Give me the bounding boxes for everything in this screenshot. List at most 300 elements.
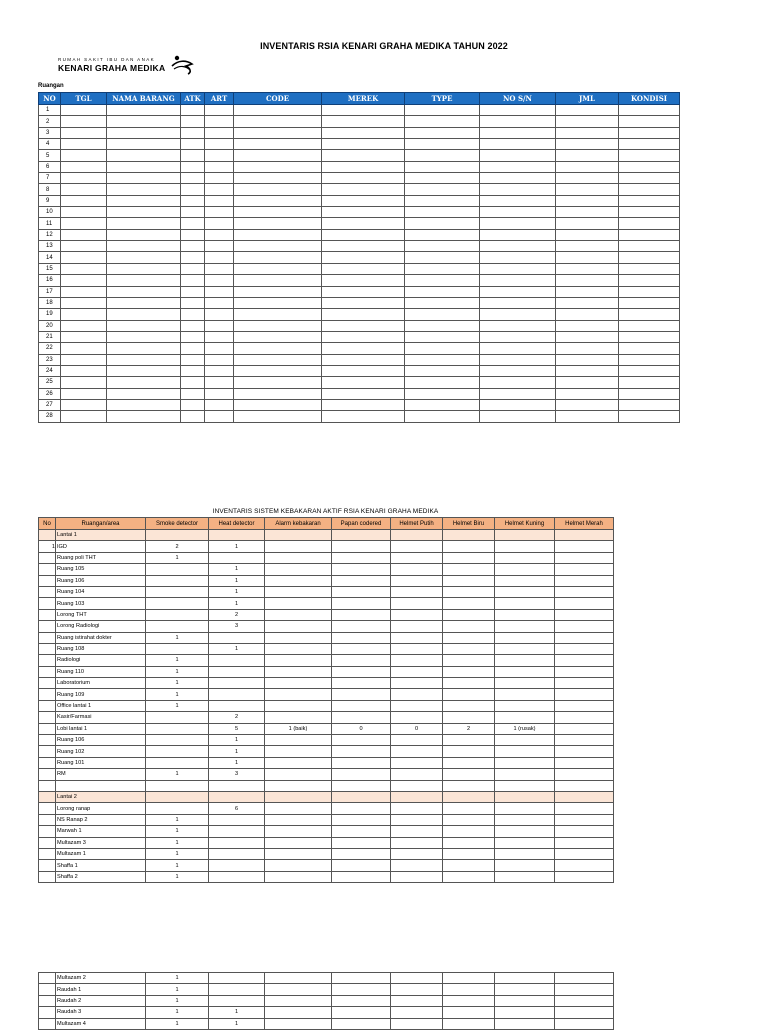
table-cell <box>205 320 234 331</box>
fire-col-header: No <box>39 518 56 530</box>
count-cell <box>332 1007 391 1018</box>
table-row <box>39 837 614 848</box>
table-cell <box>405 195 480 206</box>
inventory-col-header: NO S/N <box>480 93 556 105</box>
table-cell <box>619 252 680 263</box>
table-cell <box>107 241 181 252</box>
area-cell: Radiologi <box>56 655 146 666</box>
table-cell <box>405 218 480 229</box>
count-cell <box>209 814 265 825</box>
count-cell <box>443 848 495 859</box>
table-cell <box>181 297 205 308</box>
area-cell: Multazam 2 <box>56 973 146 984</box>
count-cell: 1 <box>146 995 209 1006</box>
inventory-table <box>38 92 680 423</box>
fire-col-header: Helmet Putih <box>391 518 443 530</box>
count-cell: 1 <box>146 984 209 995</box>
count-cell <box>555 837 614 848</box>
table-cell <box>234 275 322 286</box>
table-cell <box>556 241 619 252</box>
table-row <box>39 564 614 575</box>
count-cell <box>443 712 495 723</box>
count-cell <box>265 860 332 871</box>
count-cell: 1 <box>209 598 265 609</box>
count-cell <box>209 552 265 563</box>
table-cell <box>234 241 322 252</box>
count-cell <box>332 564 391 575</box>
row-number <box>39 826 56 837</box>
count-cell <box>443 973 495 984</box>
table-cell <box>556 195 619 206</box>
count-cell <box>391 712 443 723</box>
table-cell <box>181 161 205 172</box>
area-cell: Lorong ranap <box>56 803 146 814</box>
count-cell <box>391 609 443 620</box>
table-cell <box>61 286 107 297</box>
count-cell <box>209 655 265 666</box>
table-cell <box>322 309 405 320</box>
count-cell <box>209 860 265 871</box>
count-cell <box>265 712 332 723</box>
table-cell <box>61 263 107 274</box>
inventory-col-header: CODE <box>234 93 322 105</box>
table-cell <box>480 297 556 308</box>
table-cell <box>205 184 234 195</box>
table-cell <box>619 263 680 274</box>
table-cell <box>234 297 322 308</box>
count-cell <box>555 757 614 768</box>
count-cell <box>391 689 443 700</box>
area-cell: Laboratorium <box>56 678 146 689</box>
table-row <box>39 105 680 116</box>
row-number: 4 <box>39 139 61 150</box>
count-cell: 1 <box>209 735 265 746</box>
count-cell <box>443 598 495 609</box>
table-row <box>39 139 680 150</box>
table-cell <box>205 343 234 354</box>
area-cell: Ruang 108 <box>56 643 146 654</box>
row-number: 16 <box>39 275 61 286</box>
table-row <box>39 632 614 643</box>
logo-name: KENARI GRAHA MEDIKA <box>58 63 166 73</box>
count-cell <box>209 848 265 859</box>
table-row <box>39 643 614 654</box>
count-cell: 5 <box>209 723 265 734</box>
count-cell <box>495 984 555 995</box>
count-cell <box>555 803 614 814</box>
table-cell <box>322 105 405 116</box>
table-cell <box>234 331 322 342</box>
table-cell <box>205 388 234 399</box>
table-cell <box>107 354 181 365</box>
table-cell <box>181 320 205 331</box>
count-cell <box>495 769 555 780</box>
hospital-logo <box>58 54 208 78</box>
table-cell <box>107 116 181 127</box>
count-cell <box>332 973 391 984</box>
table-cell <box>107 263 181 274</box>
table-cell <box>405 263 480 274</box>
count-cell <box>443 769 495 780</box>
count-cell <box>146 586 209 597</box>
area-cell: Lantai 1 <box>56 530 146 541</box>
count-cell: 1 <box>146 871 209 882</box>
table-cell <box>480 377 556 388</box>
count-cell: 1 <box>209 757 265 768</box>
table-cell <box>234 388 322 399</box>
count-cell <box>209 666 265 677</box>
table-cell <box>107 297 181 308</box>
row-number <box>39 848 56 859</box>
row-number: 23 <box>39 354 61 365</box>
count-cell <box>443 552 495 563</box>
table-cell <box>61 218 107 229</box>
count-cell <box>332 848 391 859</box>
row-number: 22 <box>39 343 61 354</box>
count-cell <box>332 837 391 848</box>
table-cell <box>556 139 619 150</box>
count-cell <box>146 575 209 586</box>
count-cell <box>443 780 495 791</box>
table-row <box>39 712 614 723</box>
table-cell <box>405 173 480 184</box>
count-cell: 2 <box>443 723 495 734</box>
count-cell <box>265 746 332 757</box>
count-cell <box>391 632 443 643</box>
area-cell: Ruang 106 <box>56 735 146 746</box>
table-cell <box>205 331 234 342</box>
table-cell <box>234 320 322 331</box>
table-cell <box>480 116 556 127</box>
count-cell <box>391 700 443 711</box>
table-cell <box>405 411 480 422</box>
count-cell <box>209 530 265 541</box>
area-cell: Multazam 1 <box>56 848 146 859</box>
table-cell <box>556 173 619 184</box>
table-cell <box>619 388 680 399</box>
count-cell <box>495 666 555 677</box>
row-number <box>39 609 56 620</box>
count-cell <box>555 678 614 689</box>
table-cell <box>322 229 405 240</box>
row-number: 2 <box>39 116 61 127</box>
table-cell <box>619 297 680 308</box>
row-number: 13 <box>39 241 61 252</box>
count-cell: 1 <box>146 973 209 984</box>
count-cell: 6 <box>209 803 265 814</box>
table-cell <box>556 263 619 274</box>
count-cell <box>332 860 391 871</box>
table-cell <box>322 377 405 388</box>
count-cell: 1 <box>209 1007 265 1018</box>
table-cell <box>61 116 107 127</box>
count-cell <box>146 530 209 541</box>
table-cell <box>181 275 205 286</box>
table-cell <box>181 195 205 206</box>
count-cell <box>555 769 614 780</box>
table-cell <box>205 354 234 365</box>
table-cell <box>61 241 107 252</box>
count-cell <box>209 973 265 984</box>
table-row <box>39 689 614 700</box>
count-cell <box>391 564 443 575</box>
count-cell <box>265 769 332 780</box>
count-cell <box>555 735 614 746</box>
count-cell: 1 <box>146 632 209 643</box>
count-cell <box>391 848 443 859</box>
count-cell <box>495 757 555 768</box>
table-cell <box>322 399 405 410</box>
count-cell <box>332 803 391 814</box>
row-number <box>39 530 56 541</box>
table-cell <box>556 411 619 422</box>
row-number <box>39 791 56 802</box>
table-cell <box>480 320 556 331</box>
table-cell <box>107 195 181 206</box>
count-cell <box>332 530 391 541</box>
count-cell <box>391 803 443 814</box>
table-row <box>39 309 680 320</box>
table-row <box>39 871 614 882</box>
table-cell <box>205 150 234 161</box>
count-cell <box>265 598 332 609</box>
count-cell <box>443 735 495 746</box>
table-cell <box>181 377 205 388</box>
area-cell: Multazam 4 <box>56 1018 146 1029</box>
table-cell <box>181 241 205 252</box>
table-row <box>39 723 614 734</box>
count-cell <box>265 791 332 802</box>
table-cell <box>322 411 405 422</box>
table-cell <box>480 150 556 161</box>
fire-col-header: Helmet Merah <box>555 518 614 530</box>
count-cell <box>391 973 443 984</box>
count-cell <box>391 1007 443 1018</box>
count-cell: 1 <box>209 541 265 552</box>
count-cell <box>495 995 555 1006</box>
table-cell <box>619 309 680 320</box>
count-cell <box>209 995 265 1006</box>
table-cell <box>61 320 107 331</box>
table-cell <box>405 241 480 252</box>
inventory-col-header: ATK <box>181 93 205 105</box>
fire-col-header: Helmet Kuning <box>495 518 555 530</box>
count-cell <box>495 746 555 757</box>
count-cell <box>146 780 209 791</box>
row-number <box>39 700 56 711</box>
count-cell <box>495 848 555 859</box>
count-cell <box>265 632 332 643</box>
table-cell <box>619 343 680 354</box>
count-cell <box>209 700 265 711</box>
count-cell: 1 <box>209 575 265 586</box>
table-cell <box>556 105 619 116</box>
table-row <box>39 195 680 206</box>
count-cell <box>209 689 265 700</box>
table-cell <box>107 218 181 229</box>
count-cell <box>209 826 265 837</box>
table-cell <box>619 105 680 116</box>
inventory-col-header: TYPE <box>405 93 480 105</box>
fire-col-header: Ruangan/area <box>56 518 146 530</box>
count-cell <box>443 689 495 700</box>
table-cell <box>107 173 181 184</box>
count-cell: 1 (rusak) <box>495 723 555 734</box>
table-cell <box>556 116 619 127</box>
table-cell <box>322 116 405 127</box>
count-cell: 1 <box>146 860 209 871</box>
table-row <box>39 252 680 263</box>
table-cell <box>181 207 205 218</box>
table-row <box>39 297 680 308</box>
row-number <box>39 860 56 871</box>
table-cell <box>234 195 322 206</box>
count-cell <box>391 735 443 746</box>
count-cell <box>332 666 391 677</box>
row-number: 15 <box>39 263 61 274</box>
table-cell <box>619 331 680 342</box>
area-cell: NS Ranap 2 <box>56 814 146 825</box>
table-cell <box>405 105 480 116</box>
row-number: 3 <box>39 127 61 138</box>
count-cell: 1 <box>146 1018 209 1029</box>
table-row <box>39 173 680 184</box>
table-row <box>39 609 614 620</box>
table-cell <box>405 207 480 218</box>
count-cell <box>443 530 495 541</box>
count-cell <box>495 564 555 575</box>
count-cell <box>443 666 495 677</box>
count-cell <box>146 746 209 757</box>
table-cell <box>322 218 405 229</box>
count-cell <box>443 746 495 757</box>
row-number: 19 <box>39 309 61 320</box>
row-number: 1 <box>39 105 61 116</box>
table-row <box>39 150 680 161</box>
row-number: 14 <box>39 252 61 263</box>
table-cell <box>405 286 480 297</box>
count-cell <box>391 826 443 837</box>
count-cell <box>391 860 443 871</box>
inventory-col-header: MEREK <box>322 93 405 105</box>
table-cell <box>480 195 556 206</box>
count-cell <box>443 984 495 995</box>
row-number <box>39 780 56 791</box>
row-number: 21 <box>39 331 61 342</box>
table-row <box>39 995 614 1006</box>
count-cell <box>555 973 614 984</box>
table-cell <box>107 309 181 320</box>
count-cell <box>443 643 495 654</box>
count-cell <box>391 678 443 689</box>
table-cell <box>181 105 205 116</box>
table-cell <box>205 275 234 286</box>
count-cell: 1 <box>146 814 209 825</box>
row-number <box>39 757 56 768</box>
count-cell <box>265 735 332 746</box>
table-cell <box>61 105 107 116</box>
count-cell <box>146 803 209 814</box>
area-cell: Multazam 3 <box>56 837 146 848</box>
count-cell <box>265 564 332 575</box>
count-cell <box>209 871 265 882</box>
row-number <box>39 666 56 677</box>
count-cell <box>332 643 391 654</box>
table-cell <box>405 320 480 331</box>
table-row <box>39 320 680 331</box>
count-cell <box>265 643 332 654</box>
count-cell <box>332 586 391 597</box>
fire-system-table-continued <box>38 972 614 1030</box>
table-cell <box>107 411 181 422</box>
area-cell: Ruang 102 <box>56 746 146 757</box>
area-cell: IGD <box>56 541 146 552</box>
count-cell: 1 <box>209 586 265 597</box>
row-number: 10 <box>39 207 61 218</box>
table-cell <box>619 161 680 172</box>
count-cell <box>443 860 495 871</box>
table-cell <box>405 139 480 150</box>
table-cell <box>107 139 181 150</box>
table-cell <box>61 399 107 410</box>
count-cell <box>495 712 555 723</box>
table-cell <box>61 411 107 422</box>
table-cell <box>107 343 181 354</box>
table-cell <box>205 286 234 297</box>
table-cell <box>405 150 480 161</box>
table-row <box>39 411 680 422</box>
count-cell <box>495 552 555 563</box>
table-cell <box>322 241 405 252</box>
table-row <box>39 803 614 814</box>
table-cell <box>405 365 480 376</box>
table-row <box>39 973 614 984</box>
row-number <box>39 564 56 575</box>
row-number: 24 <box>39 365 61 376</box>
row-number <box>39 837 56 848</box>
row-number <box>39 814 56 825</box>
section-row <box>39 791 614 802</box>
table-cell <box>107 127 181 138</box>
count-cell <box>265 541 332 552</box>
count-cell <box>265 814 332 825</box>
count-cell <box>443 1007 495 1018</box>
table-cell <box>480 309 556 320</box>
count-cell <box>391 575 443 586</box>
count-cell <box>265 757 332 768</box>
table-cell <box>61 331 107 342</box>
table-row <box>39 541 614 552</box>
table-cell <box>205 195 234 206</box>
table-cell <box>181 229 205 240</box>
table-cell <box>181 309 205 320</box>
table-cell <box>619 127 680 138</box>
count-cell <box>555 984 614 995</box>
row-number <box>39 552 56 563</box>
row-number <box>39 643 56 654</box>
table-cell <box>556 399 619 410</box>
count-cell: 0 <box>391 723 443 734</box>
table-cell <box>480 343 556 354</box>
inventory-col-header: NO <box>39 93 61 105</box>
table-cell <box>405 354 480 365</box>
table-cell <box>205 297 234 308</box>
count-cell <box>265 530 332 541</box>
table-cell <box>234 411 322 422</box>
row-number <box>39 984 56 995</box>
table-cell <box>619 218 680 229</box>
table-row <box>39 678 614 689</box>
